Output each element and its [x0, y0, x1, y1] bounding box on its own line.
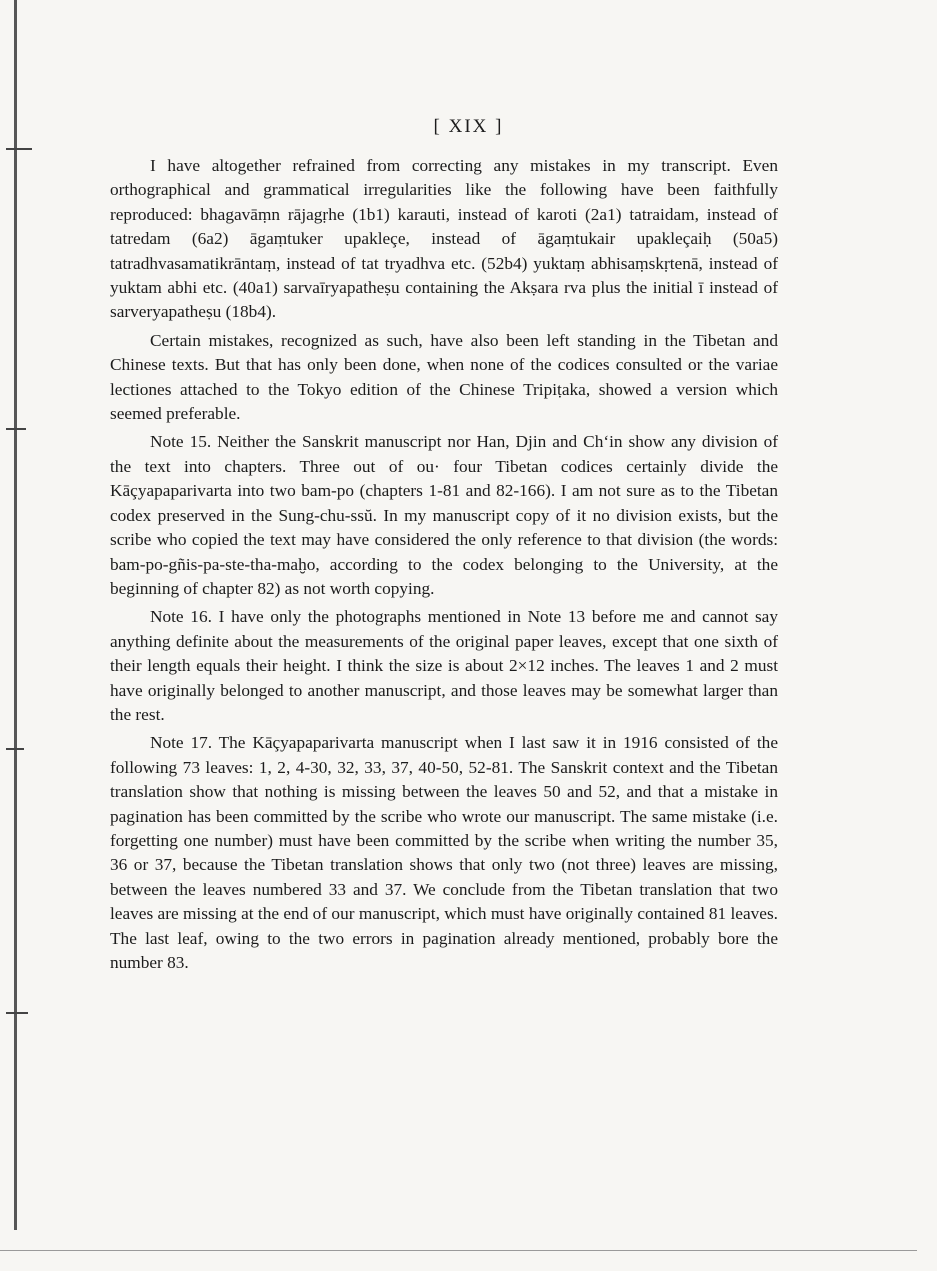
- paragraph-transcript-note: I have altogether refrained from correcting any mistakes in my transcript. Even orthographical and grammatical irregularities like the following have been faithfully reproduced: bhagavāṃn rājagṛhe (1b1) karauti, instead of karoti (2a1) tatraidam, instead of tatredam (6a2) āgaṃtuker upakleçe, instead of āgaṃtukair upakleçaiḥ (50a5) tatradhvasamatikrāntaṃ, instead of tat tryadhva etc. (52b4) yuktaṃ abhisaṃskṛtenā, instead of yuktam abhi etc. (40a1) sarvaīryapatheṣu containing the Akṣara rva plus the initial ī instead of sarveryapatheṣu (18b4).: [110, 156, 778, 322]
- bottom-rule: [0, 1250, 917, 1251]
- paragraph-note-16: Note 16. I have only the photographs mentioned in Note 13 before me and cannot say anything definite about the measurements of the original paper leaves, except that one sixth of their length equals their height. I think the size is about 2×12 inches. The leaves 1 and 2 must have originally belonged to another manuscript, and those leaves may be somewhat larger than the rest.: [110, 607, 778, 724]
- page-number: [ XIX ]: [433, 116, 504, 137]
- paragraph-note-17: Note 17. The Kāçyapaparivarta manuscript when I last saw it in 1916 consisted of the following 73 leaves: 1, 2, 4-30, 32, 33, 37, 40-50, 52-81. The Sanskrit context and the Tibetan translation show that nothing is missing between the leaves 50 and 52, and that a mistake in pagination has been committed by the scribe who wrote our manuscript. The same mistake (i.e. forgetting one number) must have been committed by the scribe when writing the number 35, 36 or 37, because the Tibetan translation shows that only two (not three) leaves are missing, between the leaves numbered 33 and 37. We conclude from the Tibetan translation that two leaves are missing at the end of our manuscript, which must have originally contained 81 leaves. The last leaf, owing to the two errors in pagination already mentioned, probably bore the number 83.: [110, 733, 778, 972]
- binding-edge-line: [14, 0, 17, 1230]
- margin-mark: [6, 428, 26, 430]
- paragraph-note-15: Note 15. Neither the Sanskrit manuscript nor Han, Djin and Ch‘in show any division of the text into chapters. Three out of ou· four Tibetan codices certainly divide the Kāçyapaparivarta into two bam-po (chapters 1-81 and 82-166). I am not sure as to the Tibetan codex preserved in the Sung-chu-ssŭ. In my manuscript copy of it no division exists, but the scribe who copied the text may have considered the only reference to that division (the words: bam-po-gñis-pa-ste-tha-maḫo, according to the codex belonging to the University, at the beginning of chapter 82) as not worth copying.: [110, 432, 778, 598]
- paragraph-mistakes-note: Certain mistakes, recognized as such, have also been left standing in the Tibetan and Chinese texts. But that has only been done, when none of the codices consulted or the variae lectiones attached to the Tokyo edition of the Chinese Tripiṭaka, showed a version which seemed preferable.: [110, 330, 778, 424]
- body-text: [110, 154, 778, 979]
- margin-mark: [6, 148, 32, 150]
- margin-mark: [6, 748, 24, 750]
- margin-mark: [6, 1012, 28, 1014]
